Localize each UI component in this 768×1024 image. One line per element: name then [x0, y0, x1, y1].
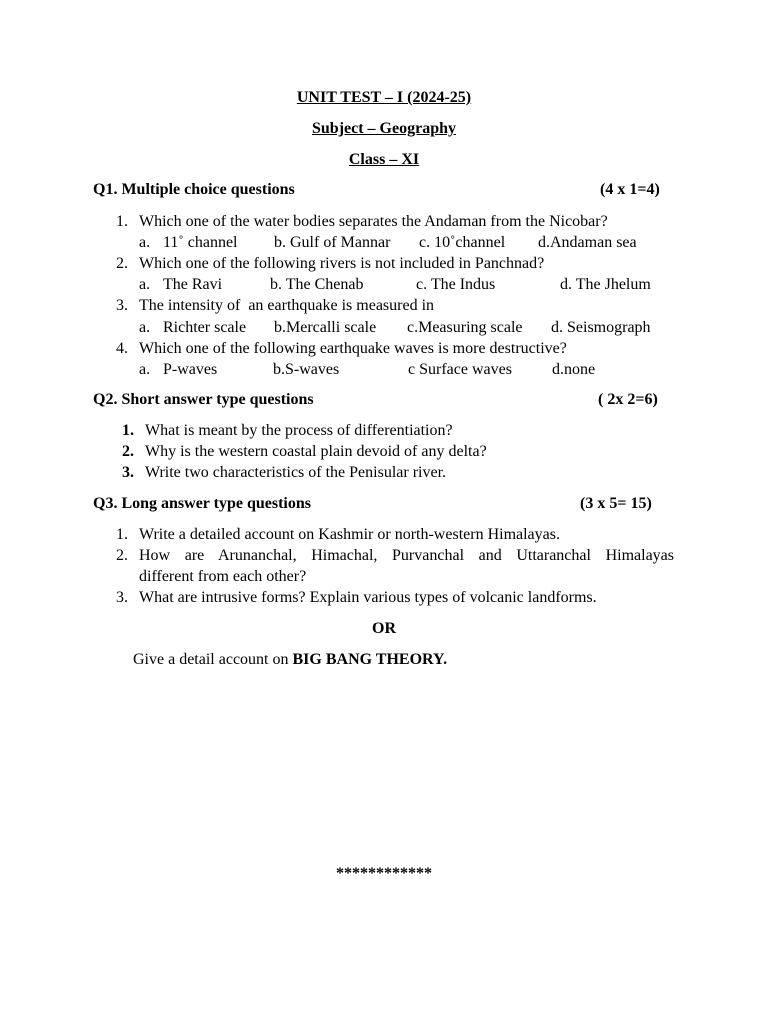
q1-item-1-option-d: d.Andaman sea: [538, 234, 637, 251]
q1-item-3-option-label: a.: [139, 319, 151, 336]
q3-item-2-text-line-2: different from each other?: [139, 568, 307, 585]
q1-item-4-option-a: P-waves: [163, 361, 218, 378]
q2-item-3-number: 3.: [122, 464, 134, 481]
q1-item-4-option-label: a.: [139, 361, 151, 378]
q1-item-1-number: 1.: [116, 213, 128, 230]
q1-marks: (4 x 1=4): [600, 181, 660, 198]
q1-item-2-option-a: The Ravi: [163, 276, 223, 293]
q1-item-4-option-b: b.S-waves: [273, 361, 340, 378]
q1-item-4-number: 4.: [116, 340, 128, 357]
q1-item-3-option-a: Richter scale: [163, 319, 247, 336]
q1-item-3-option-b: b.Mercalli scale: [274, 319, 377, 336]
q1-item-3-text: The intensity of an earthquake is measured in: [139, 297, 435, 314]
q1-item-1-option-label: a.: [139, 234, 151, 251]
q3-item-1-number: 1.: [116, 526, 128, 543]
q2-item-2-text: Why is the western coastal plain devoid of any delta?: [145, 443, 487, 460]
test-title: UNIT TEST – I (2024-25): [296, 89, 472, 106]
q1-heading: Q1. Multiple choice questions: [93, 181, 295, 198]
q3-item-2-text-line-1: How are Arunanchal, Himachal, Purvanchal and Uttaranchal Himalayas: [139, 547, 674, 564]
q2-item-1-text: What is meant by the process of differentiation?: [145, 422, 453, 439]
q3-item-3-number: 3.: [116, 589, 128, 606]
q1-item-3-option-c: c.Measuring scale: [407, 319, 523, 336]
q1-item-4-option-d: d.none: [552, 361, 596, 378]
alternative-question-topic: BIG BANG THEORY.: [292, 651, 448, 668]
q1-item-3-option-d: d. Seismograph: [551, 319, 651, 336]
q1-item-1-option-b: b. Gulf of Mannar: [274, 234, 391, 251]
q1-item-1-option-a: 11˚ channel: [163, 234, 238, 251]
q3-heading: Q3. Long answer type questions: [93, 495, 311, 512]
q1-item-2-option-d: d. The Jhelum: [560, 276, 651, 293]
q1-item-3-number: 3.: [116, 297, 128, 314]
q3-item-1-text: Write a detailed account on Kashmir or north-western Himalayas.: [139, 526, 560, 543]
q1-item-4-option-c: c Surface waves: [408, 361, 512, 378]
q1-item-2-option-c: c. The Indus: [416, 276, 496, 293]
end-marker: ************: [336, 865, 432, 882]
q2-marks: ( 2x 2=6): [598, 391, 658, 408]
alternative-question-prefix: Give a detail account on: [133, 651, 293, 668]
q3-marks: (3 x 5= 15): [580, 495, 652, 512]
q1-item-2-number: 2.: [116, 255, 128, 272]
q1-item-2-option-label: a.: [139, 276, 151, 293]
q2-item-1-number: 1.: [122, 422, 134, 439]
q2-heading: Q2. Short answer type questions: [93, 391, 314, 408]
q1-item-1-option-c: c. 10˚channel: [419, 234, 506, 251]
alternative-question: [133, 650, 447, 670]
q2-item-2-number: 2.: [122, 443, 134, 460]
or-divider: OR: [372, 620, 396, 637]
q1-item-2-text: Which one of the following rivers is not included in Panchnad?: [139, 255, 545, 272]
q1-item-4-text: Which one of the following earthquake waves is more destructive?: [139, 340, 567, 357]
q1-item-1-text: Which one of the water bodies separates the Andaman from the Nicobar?: [139, 213, 608, 230]
q3-item-2-number: 2.: [116, 547, 128, 564]
q3-item-3-text: What are intrusive forms? Explain various types of volcanic landforms.: [139, 589, 597, 606]
q1-item-2-option-b: b. The Chenab: [270, 276, 364, 293]
subject-line: Subject – Geography: [312, 120, 456, 137]
class-line: Class – XI: [348, 151, 420, 168]
q2-item-3-text: Write two characteristics of the Penisular river.: [145, 464, 447, 481]
